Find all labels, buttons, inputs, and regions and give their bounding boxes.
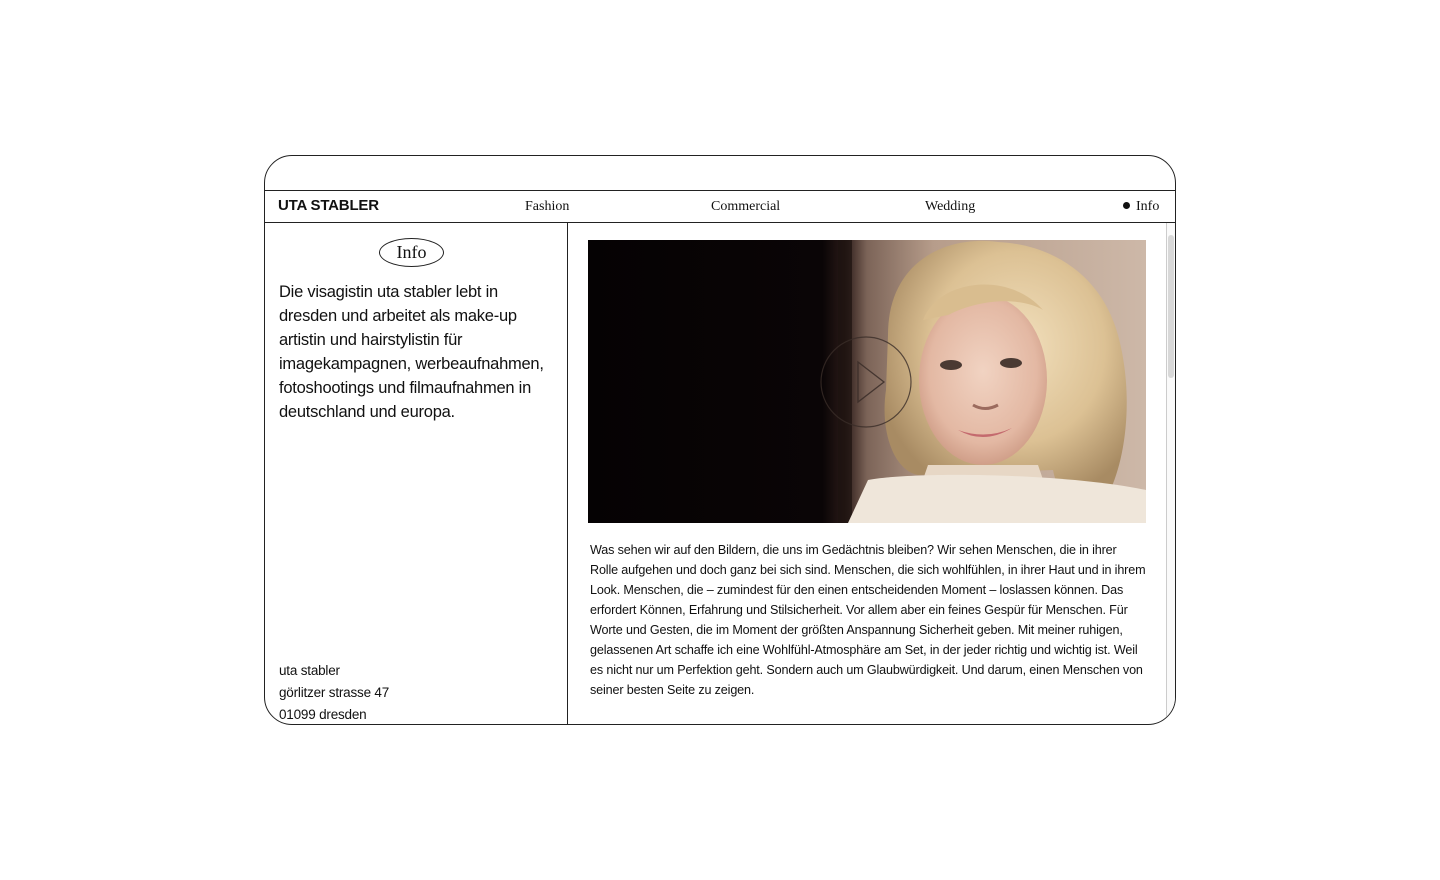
portrait-video[interactable] xyxy=(588,240,1146,523)
active-indicator-dot xyxy=(1123,202,1130,209)
video-poster xyxy=(588,240,1146,523)
brand-logo[interactable]: UTA STABLER xyxy=(278,197,379,214)
intro-text: Die visagistin uta stabler lebt in dresden und arbeitet als make-up artistin und hairstylistin für imagekampagnen, werbeaufnahmen, fotoshootings und filmaufnahmen in deutschland und europa. xyxy=(279,283,544,421)
address-block xyxy=(279,660,389,725)
address-city: 01099 dresden xyxy=(279,707,367,722)
address-name: uta stabler xyxy=(279,663,340,678)
browser-top-bar xyxy=(265,156,1175,191)
section-label: Info xyxy=(379,238,444,267)
nav-item-info[interactable] xyxy=(1123,199,1159,215)
nav-item-commercial[interactable]: Commercial xyxy=(711,199,781,214)
content-scrollbar[interactable] xyxy=(1166,223,1175,724)
nav-item-fashion[interactable]: Fashion xyxy=(525,199,570,214)
nav-item-wedding[interactable]: Wedding xyxy=(925,199,976,214)
about-text: Was sehen wir auf den Bildern, die uns im Gedächtnis bleiben? Wir sehen Menschen, die in ihrer Rolle aufgehen und doch ganz bei sich sind. Menschen, die sich wohlfühlen, in ihrer Haut und in ihrem Look. Menschen, die – zumindest für den einen entscheidenden Moment – loslassen können. Das erfordert Können, Erfahrung und Stilsicherheit. Vor allem aber ein feines Gespür für Menschen. Für Worte und Gesten, die im Moment der größten Anspannung Sicherheit geben. Mit meiner ruhigen, gelassenen Art schaffe ich eine Wohlfühl-Atmosphäre am Set, in der jeder richtig und wichtig ist. Weil es nicht nur um Perfektion geht. Sondern auch um Glaubwürdigkeit. Und darum, einen Menschen von seiner besten Seite zu zeigen. xyxy=(590,543,1146,697)
main-content xyxy=(568,223,1175,724)
site-navigation xyxy=(265,191,1175,223)
address-street: görlitzer strasse 47 xyxy=(279,685,390,700)
nav-item-info-label: Info xyxy=(1136,199,1160,214)
info-sidebar xyxy=(265,223,568,724)
scrollbar-thumb[interactable] xyxy=(1168,235,1174,378)
browser-frame xyxy=(264,155,1176,725)
